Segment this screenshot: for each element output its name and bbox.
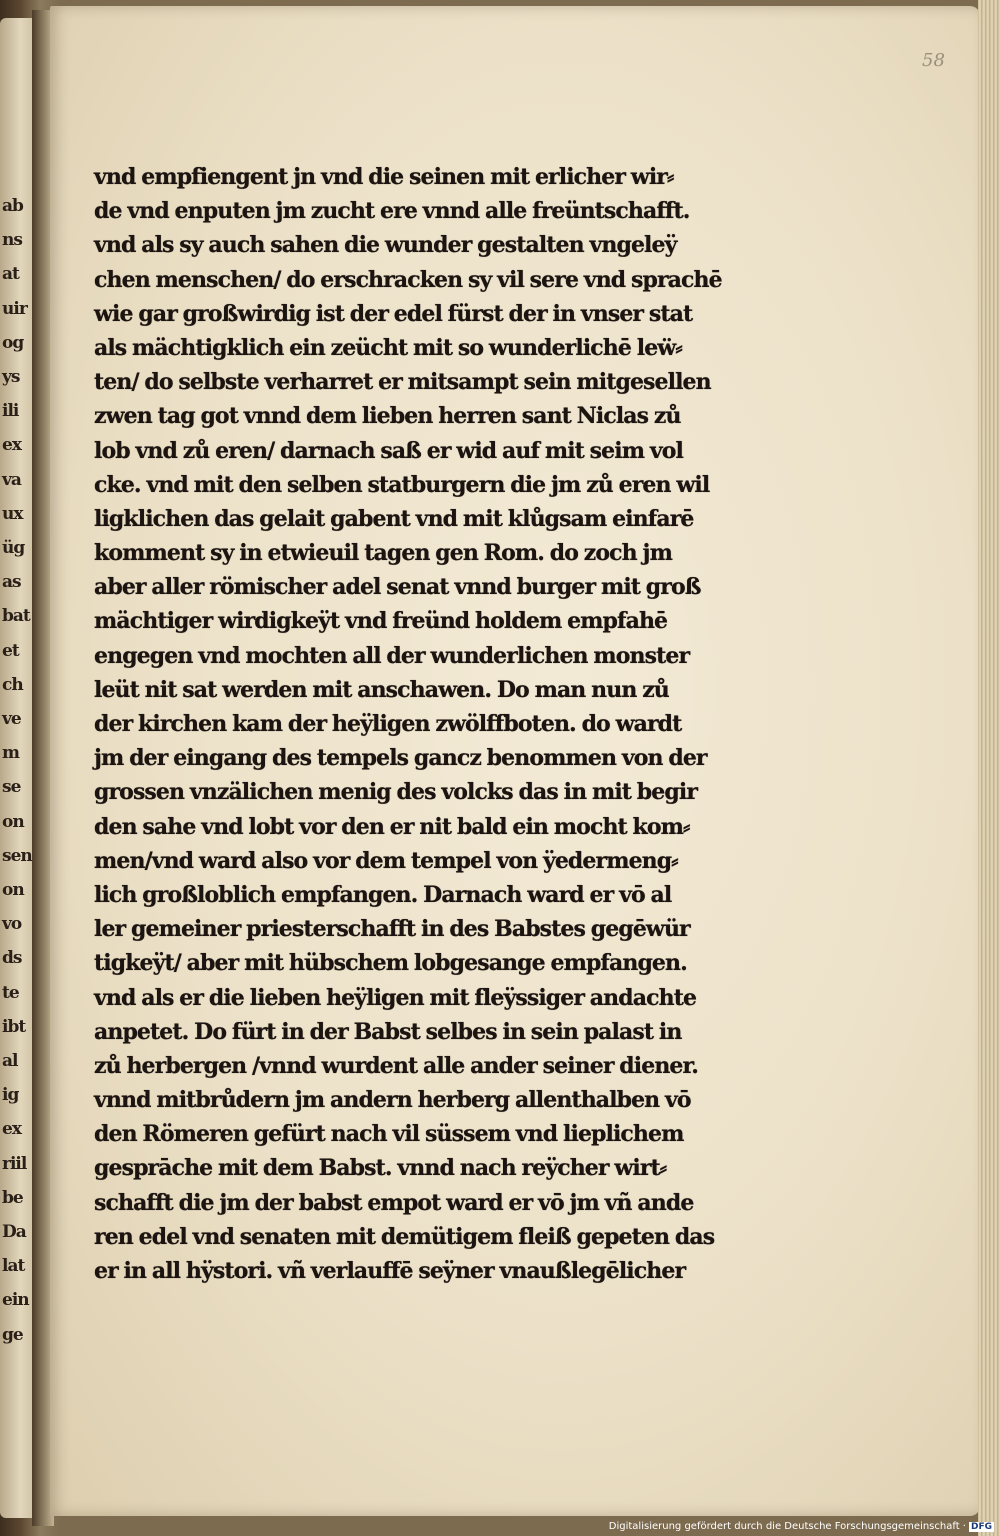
left-page-fragment: Da — [2, 1222, 26, 1242]
left-page-fragment: sen — [2, 845, 32, 866]
credit-text: Digitalisierung gefördert durch die Deutsche Forschungsgemeinschaft · — [608, 1521, 966, 1532]
left-page-fragment: al — [2, 1051, 18, 1071]
text-line: zů herbergen /vnnd wurdent alle ander seiner diener. — [94, 1052, 698, 1079]
left-page-fragment: se — [2, 777, 21, 798]
left-page-fragment: ge — [2, 1324, 23, 1345]
left-page-fragment: on — [2, 811, 24, 832]
text-line: den Römeren gefürt nach vil süssem vnd lieplichem — [94, 1121, 684, 1148]
text-line: tigkeÿt/ aber mit hübschem lobgesange empfangen. — [94, 950, 687, 977]
text-line: schafft die jm der babst empot ward er vō jm vñ ande — [94, 1189, 694, 1216]
left-page-fragment: ys — [2, 367, 20, 387]
left-page-fragment: bat — [2, 606, 30, 627]
left-page-fragment: ab — [2, 196, 23, 216]
left-page-fragment: ibt — [2, 1016, 26, 1037]
text-line: jm der eingang des tempels gancz benommen von der — [94, 745, 707, 772]
text-line: leüt nit sat werden mit anschawen. Do man nun zů — [94, 676, 669, 703]
text-line: komment sy in etwieuil tagen gen Rom. do zoch jm — [94, 540, 672, 567]
left-page-fragment: ein — [2, 1290, 29, 1311]
left-page-fragment: ili — [2, 401, 19, 422]
text-line: engegen vnd mochten all der wunderlichen monster — [94, 642, 690, 669]
text-line: cke. vnd mit den selben statburgern die jm zů eren wil — [94, 471, 710, 498]
text-line: gesprāche mit dem Babst. vnnd nach reÿcher wirt⸗ — [94, 1155, 667, 1182]
folio-number: 58 — [922, 50, 945, 71]
text-line: zwen tag got vnnd dem lieben herren sant Niclas zů — [94, 403, 681, 430]
text-line: ren edel vnd senaten mit demütigem fleiß gepeten das — [94, 1223, 715, 1250]
text-line: anpetet. Do fürt in der Babst selbes in sein palast in — [94, 1018, 682, 1045]
left-page-fragment: ex — [2, 1119, 21, 1140]
left-page-fragment: m — [2, 743, 19, 764]
digitization-credit — [609, 1521, 994, 1532]
text-line: mächtiger wirdigkeÿt vnd freünd holdem empfahē — [94, 608, 668, 635]
left-page-fragment: ux — [2, 503, 23, 524]
text-line: chen menschen/ do erschracken sy vil sere vnd sprachē — [94, 266, 722, 293]
left-page-fragment: riil — [2, 1153, 27, 1174]
left-page-fragment: og — [2, 332, 24, 353]
left-page-fragment: on — [2, 880, 24, 900]
text-line: aber aller römischer adel senat vnnd burger mit groß — [94, 574, 701, 601]
text-line: ligklichen das gelait gabent vnd mit klůgsam einfarē — [94, 505, 694, 532]
text-line: vnd als er die lieben heÿligen mit fleÿssiger andachte — [94, 984, 697, 1011]
text-line: wie gar großwirdig ist der edel fürst der in vnser stat — [94, 300, 693, 327]
left-page-fragment: uir — [2, 298, 27, 319]
left-page-fragment: ig — [2, 1085, 19, 1106]
text-line: grossen vnzälichen menig des volcks das in mit begir — [94, 779, 698, 806]
left-page-fragment: at — [2, 264, 19, 285]
left-page-fragment: ve — [2, 709, 21, 729]
left-page-fragment: ch — [2, 674, 23, 695]
text-line: ler gemeiner priesterschafft in des Babstes gegēwür — [94, 916, 690, 943]
left-page-fragment: lat — [2, 1256, 25, 1277]
text-line: vnd als sy auch sahen die wunder gestalten vngeleÿ — [94, 232, 677, 259]
text-line: lob vnd zů eren/ darnach saß er wid auf mit seim vol — [94, 437, 683, 464]
text-line: de vnd enputen jm zucht ere vnnd alle freüntschafft. — [94, 198, 690, 225]
text-block — [94, 160, 764, 1288]
text-line: ten/ do selbste verharret er mitsampt sein mitgesellen — [94, 369, 711, 396]
left-page-fragment: vo — [2, 914, 22, 935]
text-line: als mächtigklich ein zeücht mit so wunderlichē leẅ⸗ — [94, 334, 682, 361]
left-page-fragment: va — [2, 469, 21, 490]
text-line: vnnd mitbrůdern jm andern herberg allenthalben vō — [94, 1087, 691, 1114]
left-page-fragment: be — [2, 1187, 23, 1208]
text-line: men/vnd ward also vor dem tempel von ÿedermeng⸗ — [94, 847, 678, 874]
dfg-logo: DFG — [970, 1522, 992, 1532]
left-page-fragment: üg — [2, 538, 25, 558]
left-page-fragment: et — [2, 640, 19, 661]
left-page-fragment: ns — [2, 230, 22, 251]
text-line: vnd empfiengent jn vnd die seinen mit erlicher wir⸗ — [94, 164, 674, 190]
left-page-fragment: as — [2, 572, 21, 593]
left-page-fragment: ex — [2, 435, 21, 456]
text-line: er in all hÿstori. vñ verlauffē seÿner vnaußlegēlicher — [94, 1258, 686, 1284]
text-line: den sahe vnd lobt vor den er nit bald ein mocht kom⸗ — [94, 813, 690, 840]
left-page-fragment: te — [2, 982, 19, 1003]
text-line: lich großloblich empfangen. Darnach ward er vō al — [94, 881, 672, 908]
left-facing-page — [0, 18, 34, 1518]
text-line: der kirchen kam der heÿligen zwölffboten. do wardt — [94, 711, 682, 737]
page-edges — [978, 0, 1000, 1536]
left-page-fragment: ds — [2, 948, 22, 969]
